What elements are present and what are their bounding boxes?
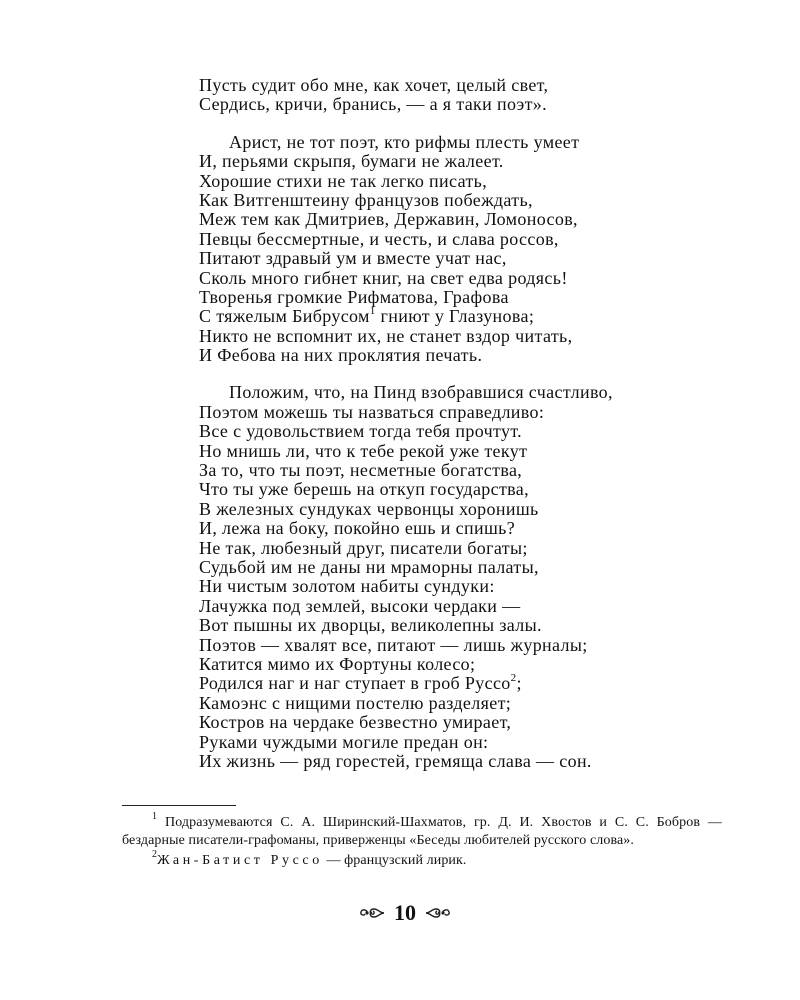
footnote-number: 2	[152, 849, 158, 861]
poem-line: Пусть судит обо мне, как хочет, целый свет,	[199, 75, 549, 95]
poem-line: Поэтом можешь ты назваться справедливо:	[199, 401, 545, 422]
poem-line: Но мнишь ли, что к тебе рекой уже текут	[199, 440, 528, 461]
stanza-gap	[199, 115, 759, 133]
poem-line: Вот пышны их дворцы, великолепны залы.	[199, 615, 542, 636]
footnote-ref-2: 2	[510, 672, 517, 685]
floral-ornament-left-icon	[358, 905, 386, 921]
footnote-text: Подразумеваются С. А. Ширинский-Шахматов, гр. Д. И. Хвостов и С. С. Бобров — бездарные писатели-графоманы, приверженцы «Беседы любителей русского слова».	[122, 815, 723, 848]
poem-line: Камоэнс с нищими постелю разделяет;	[199, 692, 512, 713]
footnote-divider	[122, 805, 236, 806]
poem-line: И Фебова на них проклятия печать.	[199, 345, 483, 366]
poem-line: Поэтов — хвалят все, питают — лишь журналы;	[199, 634, 588, 655]
poem-line: В железных сундуках червонцы хоронишь	[199, 498, 539, 519]
stanza-3	[199, 383, 759, 771]
poem-line: Певцы бессмертные, и честь, и слава россов,	[199, 228, 559, 249]
poem-line: Их жизнь — ряд горестей, гремяща слава — сон.	[199, 750, 592, 771]
footnote-2	[122, 849, 722, 870]
poem-line: И, лежа на боку, покойно ешь и спишь?	[199, 518, 516, 539]
poem-line-part: гниют у Глазунова;	[380, 306, 535, 327]
poem-line: Костров на чердаке безвестно умирает,	[199, 712, 512, 733]
footnote-text: — французский лирик.	[326, 853, 467, 868]
floral-ornament-right-icon	[424, 905, 452, 921]
poem-line: Ни чистым золотом набиты сундуки:	[199, 576, 495, 597]
poem-line: Сердись, кричи, бранись, — а я таки поэт».	[199, 94, 548, 115]
poem-line: Меж тем как Дмитриев, Державин, Ломоносов,	[199, 209, 578, 230]
footnote-name: Жан-Батист Руссо	[157, 853, 323, 868]
poem-line: Никто не вспомнит их, не станет вздор читать,	[199, 325, 573, 346]
page-number: 10	[394, 900, 416, 925]
footnote-1	[122, 811, 723, 849]
poem-line-part: Родился наг и наг ступает в гроб Руссо	[199, 673, 511, 694]
footnote-number: 1	[152, 811, 158, 823]
poem-line-with-footnote	[199, 674, 759, 693]
footnotes	[122, 811, 723, 870]
poem-line: Творенья громкие Рифматова, Графова	[199, 286, 509, 307]
poem-line: Судьбой им не даны ни мраморны палаты,	[199, 556, 539, 577]
poem-line: Не так, любезный друг, писатели богаты;	[199, 537, 528, 558]
poem-line-with-footnote	[199, 307, 759, 326]
poem-line: Катится мимо их Фортуны колесо;	[199, 653, 476, 674]
footnote-ref-1: 1	[369, 305, 376, 318]
poem-line: Что ты уже берешь на откуп государства,	[199, 479, 529, 500]
poem-line-part: С тяжелым Бибрусом	[199, 306, 370, 327]
poem-line: Как Витгенштеину французов побеждать,	[199, 189, 533, 210]
poem-line: Положим, что, на Пинд взобравшися счастливо,	[229, 382, 613, 403]
poem-line: Руками чуждыми могиле предан он:	[199, 731, 489, 752]
poem-line: Лачужка под землей, высоки чердаки —	[199, 595, 521, 616]
page-footer	[340, 898, 470, 928]
stanza-2	[199, 133, 759, 366]
poem-line: Сколь много гибнет книг, на свет едва родясь!	[199, 267, 568, 288]
poem-line: Все с удовольствием тогда тебя прочтут.	[199, 421, 523, 442]
poem-line: Хорошие стихи не так легко писать,	[199, 170, 488, 191]
poem-line: Арист, не тот поэт, кто рифмы плесть умеет	[229, 131, 580, 152]
poem-line-part: ;	[516, 673, 522, 694]
poem-line: Питают здравый ум и вместе учат нас,	[199, 248, 507, 269]
poem-line: За то, что ты поэт, несметные богатства,	[199, 460, 523, 481]
poem-line: И, перьями скрыпя, бумаги не жалеет.	[199, 151, 504, 172]
stanza-gap	[199, 365, 759, 383]
stanza-1	[199, 76, 759, 115]
poem-body	[199, 76, 759, 771]
